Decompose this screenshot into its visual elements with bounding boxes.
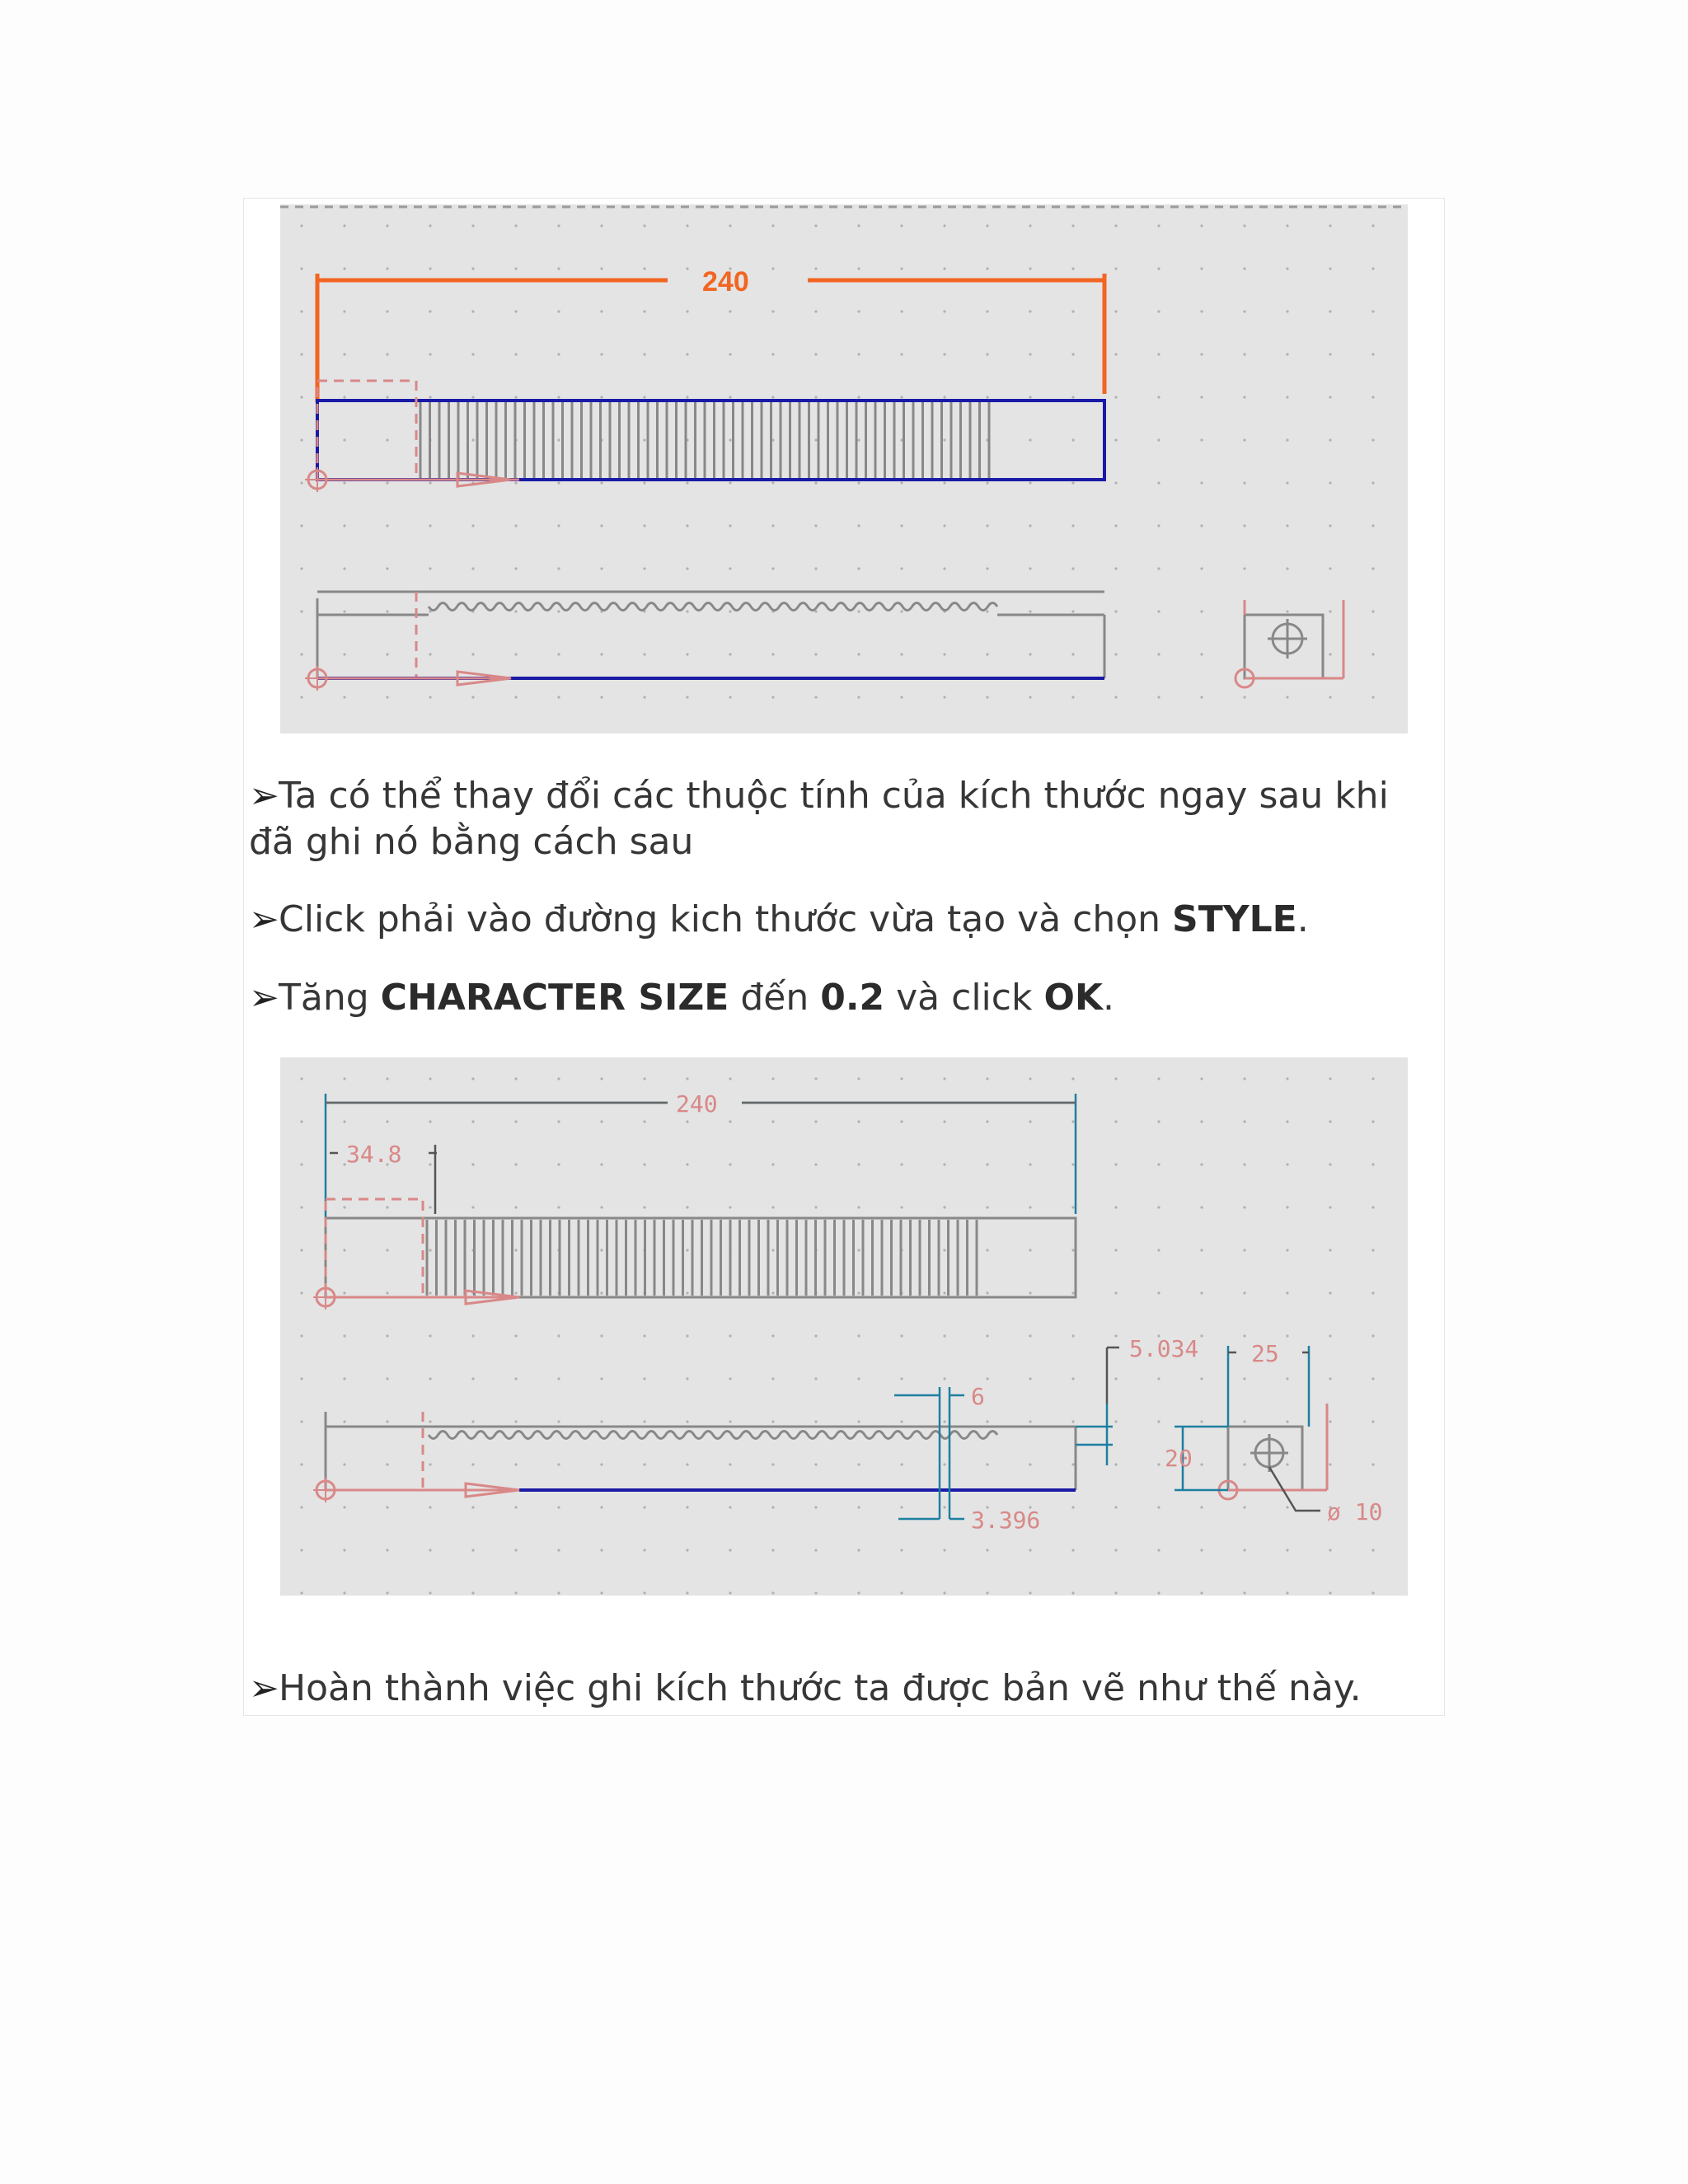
dim-240-label: 240 <box>676 1090 718 1118</box>
paragraph-text: Tăng <box>279 977 381 1019</box>
dim-20-label: 20 <box>1165 1445 1193 1472</box>
dim-5-034-label: 5.034 <box>1129 1335 1199 1362</box>
paragraph-change-properties <box>249 773 1389 819</box>
bullet-arrow-icon: ➢ <box>249 1667 279 1709</box>
paragraph-text: đến <box>729 977 821 1019</box>
style-keyword: STYLE <box>1172 898 1297 940</box>
character-size-keyword: CHARACTER SIZE <box>380 977 729 1019</box>
paragraph-text: Hoàn thành việc ghi kích thước ta được bản vẽ như thế này. <box>279 1667 1362 1709</box>
cad-drawing-2 <box>280 1057 1408 1596</box>
dim-hole-label: ø 10 <box>1327 1498 1383 1526</box>
bullet-arrow-icon: ➢ <box>249 977 279 1019</box>
cad-figure-after-style <box>280 1057 1408 1596</box>
dim-240-label: 240 <box>702 266 749 298</box>
punctuation: . <box>1102 977 1114 1019</box>
paragraph-text: Ta có thể thay đổi các thuộc tính của kích thước ngay sau khi <box>279 775 1389 817</box>
size-value: 0.2 <box>820 977 885 1019</box>
dim-25-label: 25 <box>1251 1340 1279 1367</box>
cad-drawing-1 <box>280 204 1408 733</box>
bullet-arrow-icon: ➢ <box>249 898 279 940</box>
paragraph-right-click-style <box>249 897 1309 943</box>
paragraph-change-properties-cont <box>249 819 693 865</box>
paragraph-character-size <box>249 975 1114 1021</box>
paragraph-text: và click <box>884 977 1044 1019</box>
paragraph-completion <box>249 1666 1362 1712</box>
ok-keyword: OK <box>1043 977 1103 1019</box>
bullet-arrow-icon: ➢ <box>249 775 279 817</box>
paragraph-text: đã ghi nó bằng cách sau <box>249 821 694 863</box>
dim-6-label: 6 <box>971 1383 985 1410</box>
dim-3-396-label: 3.396 <box>971 1507 1041 1534</box>
punctuation: . <box>1296 898 1309 940</box>
dim-34-8-label: 34.8 <box>346 1141 402 1168</box>
cad-figure-before-style <box>280 204 1408 733</box>
paragraph-text: Click phải vào đường kich thước vừa tạo và chọn <box>279 898 1173 940</box>
